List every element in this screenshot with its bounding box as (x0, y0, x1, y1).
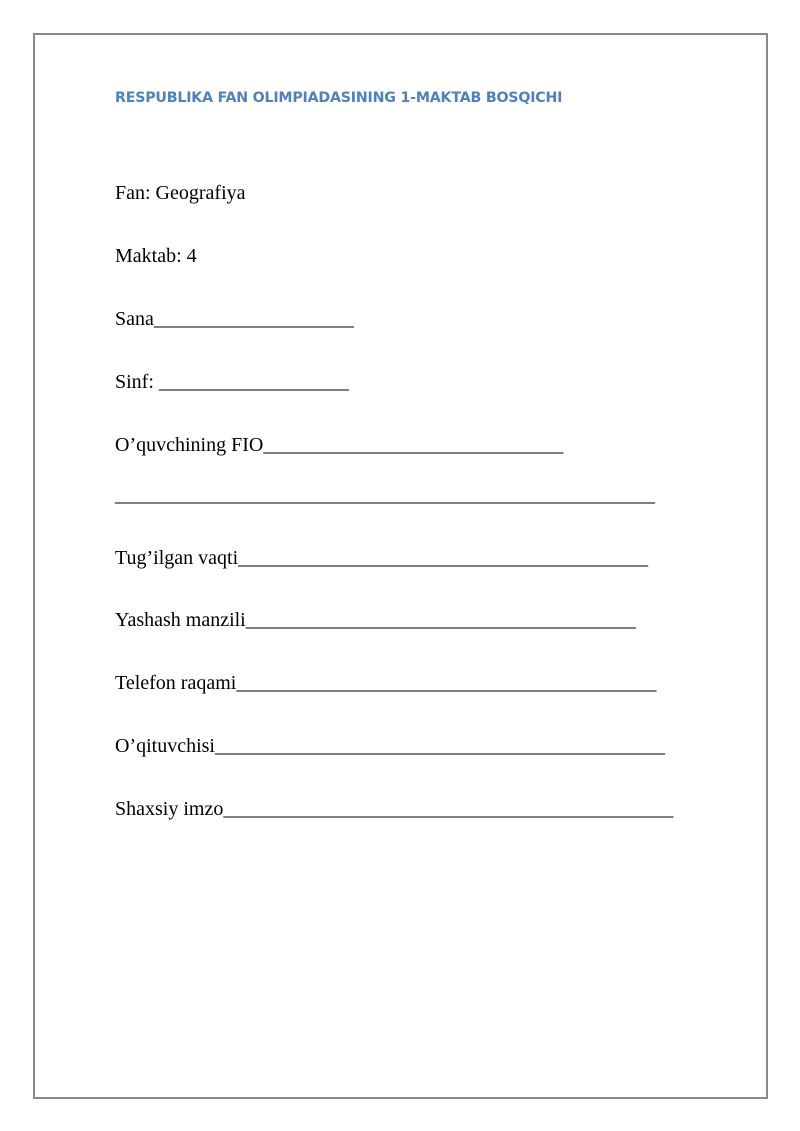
signature-line (115, 797, 673, 821)
school-line (115, 244, 197, 268)
continuation-blank: ______________________________________________________ (115, 484, 655, 506)
teacher-blank: _____________________________________________ (215, 735, 665, 757)
subject-label: Fan: Geografiya (115, 182, 246, 204)
student-name-continuation-line (115, 483, 655, 507)
phone-blank: __________________________________________ (236, 672, 657, 694)
birth-date-label: Tug’ilgan vaqti (115, 547, 239, 569)
signature-blank: _____________________________________________ (223, 798, 674, 820)
phone-label: Telefon raqami (115, 672, 237, 694)
document-title: RESPUBLIKA FAN OLIMPIADASINING 1-MAKTAB BOSQICHI (115, 90, 563, 106)
address-blank: _______________________________________ (245, 609, 636, 631)
subject-line (115, 181, 246, 205)
address-line (115, 608, 636, 632)
birth-date-line (115, 546, 648, 570)
class-label: Sinf: (115, 371, 159, 393)
date-blank: ____________________ (153, 308, 354, 330)
teacher-line (115, 734, 665, 758)
class-line (115, 370, 349, 394)
teacher-label: O’qituvchisi (115, 735, 215, 757)
address-label: Yashash manzili (115, 609, 246, 631)
student-name-line (115, 433, 563, 457)
date-line (115, 307, 354, 331)
date-label: Sana (115, 308, 154, 330)
phone-line (115, 671, 656, 695)
class-blank: ___________________ (158, 371, 349, 393)
signature-label: Shaxsiy imzo (115, 798, 224, 820)
birth-date-blank: _________________________________________ (238, 547, 649, 569)
student-name-label: O’quvchining FIO (115, 434, 264, 456)
student-name-blank: ______________________________ (263, 434, 564, 456)
school-label: Maktab: 4 (115, 245, 197, 267)
